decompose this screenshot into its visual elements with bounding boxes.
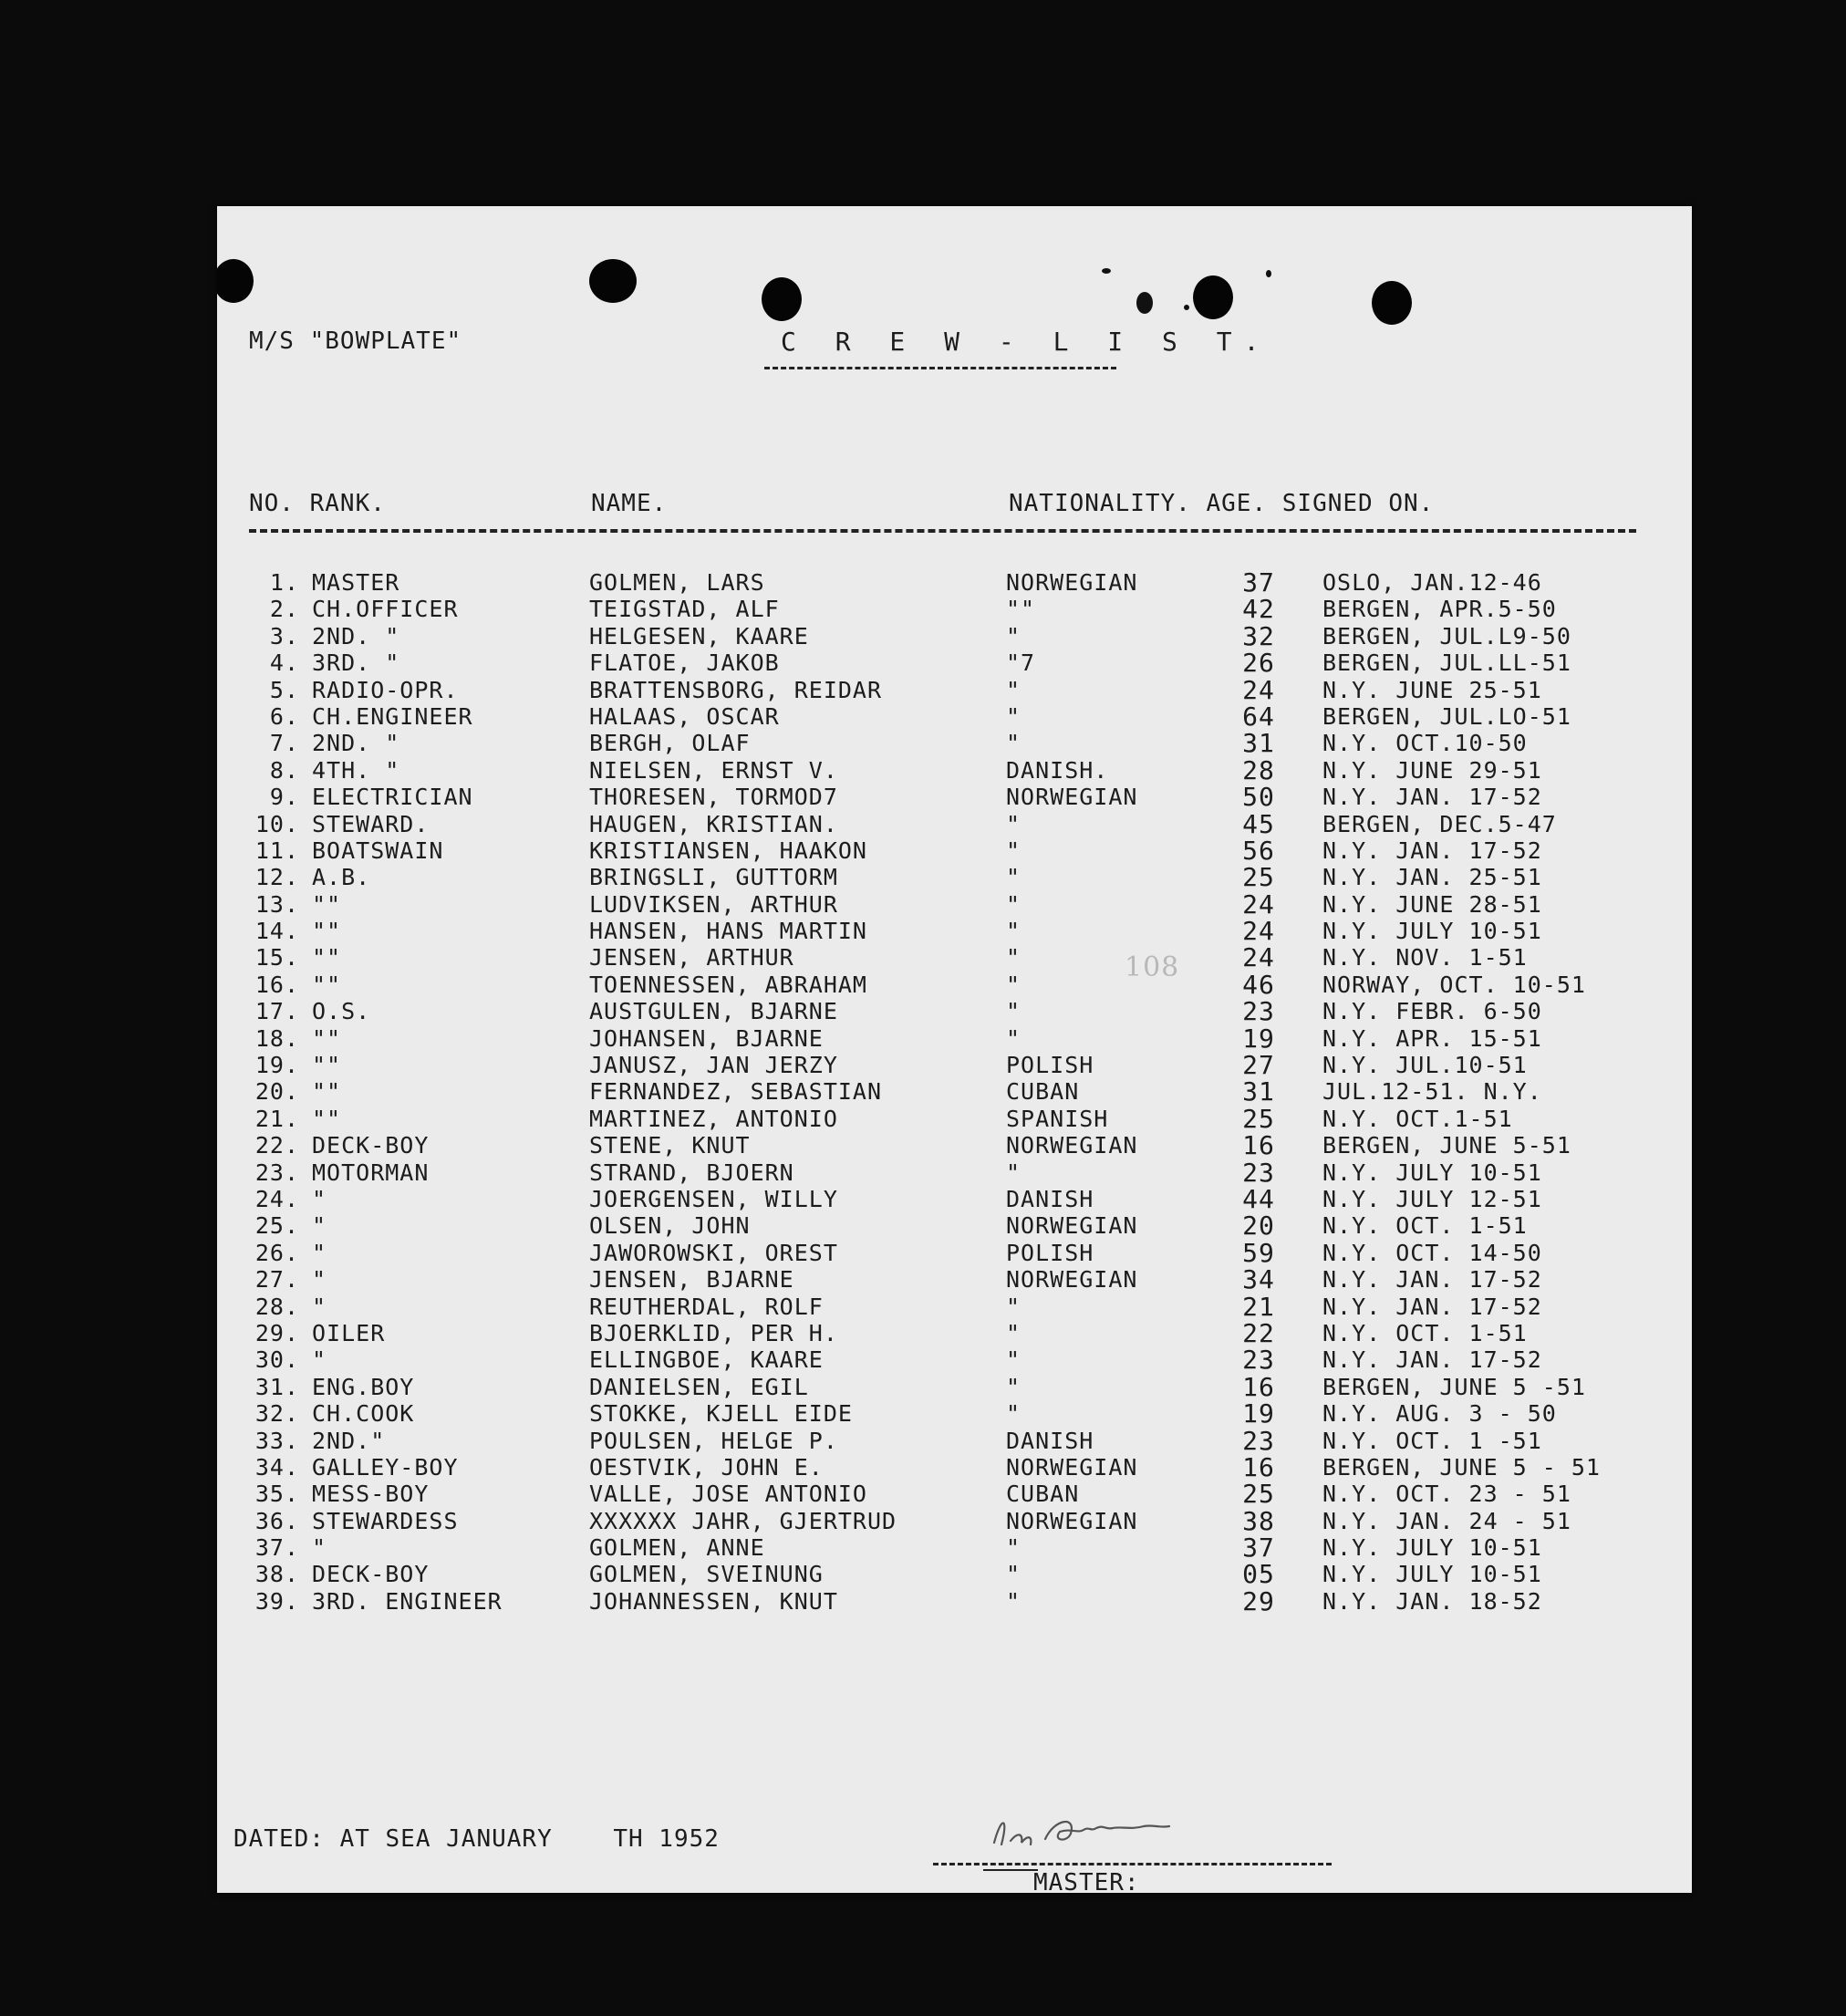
crew-name: HANSEN, HANS MARTIN [589, 918, 867, 945]
crew-signed-on: N.Y. JUNE 25-51 [1322, 676, 1542, 703]
crew-signed-on: N.Y. FEBR. 6-50 [1322, 998, 1542, 1025]
crew-age: 23 [1242, 1157, 1275, 1188]
crew-rank: ELECTRICIAN [312, 784, 473, 811]
crew-no: 4. [269, 649, 299, 677]
crew-nationality: " [1006, 1293, 1022, 1320]
crew-rank: "" [312, 1024, 342, 1052]
crew-nationality: " [1006, 890, 1022, 918]
crew-signed-on: N.Y. OCT.10-50 [1322, 730, 1528, 757]
table-row [217, 1425, 1692, 1456]
table-row [217, 754, 1692, 785]
crew-no: 32. [254, 1400, 299, 1428]
crew-signed-on: N.Y. OCT.1-51 [1322, 1105, 1513, 1132]
crew-age: 24 [1242, 674, 1275, 705]
crew-signed-on: N.Y. APR. 15-51 [1322, 1024, 1542, 1052]
crew-nationality: " [1006, 1561, 1022, 1588]
table-row [217, 1078, 1692, 1105]
crew-nationality: " [1006, 1319, 1022, 1346]
crew-list-document [217, 206, 1692, 1893]
crew-age: 64 [1242, 701, 1275, 732]
crew-age: 42 [1242, 594, 1275, 625]
crew-rank: DECK-BOY [312, 1561, 430, 1588]
table-row [217, 1183, 1692, 1214]
crew-no: 39. [254, 1587, 299, 1615]
punch-hole [1193, 275, 1233, 319]
crew-age: 45 [1242, 808, 1275, 839]
crew-signed-on: N.Y. OCT. 23 - 51 [1322, 1481, 1571, 1508]
crew-nationality: " [1006, 971, 1022, 998]
crew-rank: 2ND." [312, 1427, 386, 1454]
crew-name: GOLMEN, SVEINUNG [589, 1561, 824, 1588]
crew-no: 13. [254, 890, 299, 918]
crew-signed-on: BERGEN, JUNE 5 -51 [1322, 1373, 1586, 1400]
crew-signed-on: BERGEN, APR.5-50 [1322, 596, 1557, 623]
crew-no: 23. [254, 1159, 299, 1186]
crew-nationality: " [1006, 1400, 1022, 1428]
table-row [217, 862, 1692, 893]
crew-name: JOHANNESSEN, KNUT [589, 1587, 838, 1615]
table-row [217, 782, 1692, 813]
crew-age: 27 [1242, 1050, 1275, 1081]
crew-nationality: " [1006, 622, 1022, 649]
punch-hole [762, 277, 802, 321]
master-signature [974, 1806, 1248, 1861]
crew-nationality: NORWEGIAN [1006, 1132, 1138, 1159]
crew-signed-on: N.Y. JAN. 24 - 51 [1322, 1507, 1571, 1534]
crew-rank: 2ND. " [312, 622, 400, 649]
crew-no: 26. [254, 1239, 299, 1266]
crew-signed-on: BERGEN, DEC.5-47 [1322, 810, 1557, 837]
crew-name: STOKKE, KJELL EIDE [589, 1400, 853, 1428]
crew-name: XXXXXX JAHR, GJERTRUD [589, 1507, 897, 1534]
crew-rank: 2ND. " [312, 730, 400, 757]
crew-age: 37 [1242, 567, 1275, 598]
crew-name: LUDVIKSEN, ARTHUR [589, 890, 838, 918]
crew-signed-on: BERGEN, JUL.L9-50 [1322, 622, 1571, 649]
crew-name: THORESEN, TORMOD7 [589, 784, 838, 811]
crew-rank: "" [312, 944, 342, 972]
crew-signed-on: N.Y. JAN. 17-52 [1322, 1293, 1542, 1320]
crew-rank: "" [312, 971, 342, 998]
document-title: C R E W - L I S T. [781, 327, 1271, 357]
crew-age: 26 [1242, 648, 1275, 679]
crew-no: 30. [254, 1346, 299, 1374]
column-header-name: NAME. [591, 490, 668, 517]
crew-signed-on: N.Y. JULY 10-51 [1322, 918, 1542, 945]
table-row [217, 703, 1692, 730]
crew-no: 8. [269, 756, 299, 784]
crew-age: 23 [1242, 1425, 1275, 1456]
crew-no: 38. [254, 1561, 299, 1588]
crew-rank: " [312, 1185, 327, 1212]
table-row [217, 888, 1692, 920]
crew-nationality: " [1006, 810, 1022, 837]
table-row [217, 1559, 1692, 1590]
crew-age: 24 [1242, 888, 1275, 920]
crew-age: 24 [1242, 916, 1275, 947]
crew-nationality: " [1006, 998, 1022, 1025]
crew-name: BRINGSLI, GUTTORM [589, 864, 838, 891]
signature-line [933, 1863, 1332, 1865]
crew-nationality: NORWEGIAN [1006, 1212, 1138, 1240]
crew-nationality: " [1006, 1159, 1022, 1186]
crew-rank: A.B. [312, 864, 371, 891]
crew-name: FERNANDEZ, SEBASTIAN [589, 1078, 883, 1106]
crew-rank: " [312, 1534, 327, 1562]
punch-hole [217, 259, 254, 303]
crew-rank: O.S. [312, 998, 371, 1025]
ship-name: M/S "BOWPLATE" [249, 327, 462, 355]
crew-rank: ENG.BOY [312, 1373, 415, 1400]
crew-signed-on: N.Y. JAN. 17-52 [1322, 1346, 1542, 1374]
crew-name: JANUSZ, JAN JERZY [589, 1052, 838, 1079]
crew-age: 37 [1242, 1533, 1275, 1564]
table-row [217, 620, 1692, 651]
crew-name: JAWOROWSKI, OREST [589, 1239, 838, 1266]
crew-rank: STEWARD. [312, 810, 430, 837]
crew-name: GOLMEN, LARS [589, 569, 765, 596]
crew-name: BRATTENSBORG, REIDAR [589, 676, 883, 703]
table-row [217, 1533, 1692, 1564]
crew-signed-on: N.Y. JAN. 17-52 [1322, 837, 1542, 864]
crew-no: 18. [254, 1024, 299, 1052]
crew-no: 27. [254, 1266, 299, 1294]
crew-no: 28. [254, 1293, 299, 1320]
crew-rank: "" [312, 890, 342, 918]
crew-age: 25 [1242, 1479, 1275, 1510]
crew-rank: "" [312, 1052, 342, 1079]
crew-nationality: CUBAN [1006, 1481, 1080, 1508]
crew-nationality: " [1006, 702, 1022, 730]
crew-nationality: " [1006, 676, 1022, 703]
crew-no: 37. [254, 1534, 299, 1562]
crew-signed-on: N.Y. JAN. 17-52 [1322, 1266, 1542, 1294]
crew-name: KRISTIANSEN, HAAKON [589, 837, 867, 864]
crew-nationality: DANISH. [1006, 756, 1109, 784]
crew-nationality: " [1006, 1373, 1022, 1400]
crew-nationality: " [1006, 944, 1022, 972]
crew-no: 31. [254, 1373, 299, 1400]
crew-no: 25. [254, 1212, 299, 1240]
crew-nationality: NORWEGIAN [1006, 1507, 1138, 1534]
crew-age: 38 [1242, 1505, 1275, 1536]
crew-name: OLSEN, JOHN [589, 1212, 751, 1240]
crew-age: 05 [1242, 1559, 1275, 1590]
crew-age: 50 [1242, 782, 1275, 813]
crew-name: VALLE, JOSE ANTONIO [589, 1481, 867, 1508]
table-row [217, 969, 1692, 1000]
table-row [217, 996, 1692, 1027]
crew-age: 31 [1242, 1076, 1275, 1107]
ink-speck [1266, 270, 1271, 277]
crew-rank: " [312, 1266, 327, 1294]
crew-rank: BOATSWAIN [312, 837, 444, 864]
crew-name: JOHANSEN, BJARNE [589, 1024, 824, 1052]
crew-rank: DECK-BOY [312, 1132, 430, 1159]
crew-rank: " [312, 1346, 327, 1374]
crew-no: 33. [254, 1427, 299, 1454]
crew-rank: CH.COOK [312, 1400, 415, 1428]
column-header-nationality-age-signed: NATIONALITY. AGE. SIGNED ON. [1009, 490, 1435, 517]
crew-name: POULSEN, HELGE P. [589, 1427, 838, 1454]
table-row [217, 1585, 1692, 1616]
crew-signed-on: N.Y. JULY 12-51 [1322, 1185, 1542, 1212]
table-row [217, 944, 1692, 971]
crew-name: STENE, KNUT [589, 1132, 751, 1159]
crew-nationality: " [1006, 1534, 1022, 1562]
crew-rank: "" [312, 1078, 342, 1106]
crew-age: 16 [1242, 1130, 1275, 1161]
crew-no: 14. [254, 918, 299, 945]
crew-name: MARTINEZ, ANTONIO [589, 1105, 838, 1132]
crew-nationality: " [1006, 837, 1022, 864]
table-row [217, 1050, 1692, 1081]
crew-age: 16 [1242, 1451, 1275, 1482]
crew-signed-on: N.Y. JUNE 29-51 [1322, 756, 1542, 784]
crew-nationality: " [1006, 918, 1022, 945]
crew-age: 28 [1242, 754, 1275, 785]
punch-hole [1372, 281, 1412, 325]
crew-age: 19 [1242, 1398, 1275, 1429]
crew-age: 23 [1242, 996, 1275, 1027]
crew-signed-on: NORWAY, OCT. 10-51 [1322, 971, 1586, 998]
crew-rank: OILER [312, 1319, 386, 1346]
table-row [217, 594, 1692, 625]
crew-rank: 3RD. ENGINEER [312, 1587, 503, 1615]
crew-no: 19. [254, 1052, 299, 1079]
crew-signed-on: N.Y. JULY 10-51 [1322, 1534, 1542, 1562]
crew-no: 24. [254, 1185, 299, 1212]
crew-rank: RADIO-OPR. [312, 676, 459, 703]
ink-speck [1136, 292, 1153, 314]
crew-no: 34. [254, 1453, 299, 1481]
crew-nationality: NORWEGIAN [1006, 1266, 1138, 1294]
table-row [217, 1479, 1692, 1510]
crew-age: 34 [1242, 1264, 1275, 1295]
table-row [217, 1103, 1692, 1134]
crew-name: BERGH, OLAF [589, 730, 751, 757]
crew-nationality: POLISH [1006, 1239, 1094, 1266]
crew-signed-on: N.Y. JAN. 17-52 [1322, 784, 1542, 811]
table-row [217, 1159, 1692, 1186]
crew-age: 16 [1242, 1371, 1275, 1402]
table-row [217, 1505, 1692, 1536]
crew-name: JENSEN, BJARNE [589, 1266, 794, 1294]
dated-line: DATED: AT SEA JANUARY TH 1952 [233, 1825, 720, 1853]
crew-age: 44 [1242, 1183, 1275, 1214]
crew-rank: MESS-BOY [312, 1481, 430, 1508]
table-row [217, 916, 1692, 947]
crew-no: 35. [254, 1481, 299, 1508]
table-row [217, 674, 1692, 705]
crew-age: 22 [1242, 1317, 1275, 1348]
crew-age: 29 [1242, 1585, 1275, 1616]
crew-no: 5. [269, 676, 299, 703]
crew-signed-on: BERGEN, JUL.LO-51 [1322, 702, 1571, 730]
crew-name: TEIGSTAD, ALF [589, 596, 780, 623]
crew-nationality: " [1006, 1024, 1022, 1052]
crew-age: 23 [1242, 1345, 1275, 1376]
crew-age: 32 [1242, 620, 1275, 651]
crew-name: FLATOE, JAKOB [589, 649, 780, 677]
crew-age: 59 [1242, 1237, 1275, 1268]
crew-no: 22. [254, 1132, 299, 1159]
crew-name: ELLINGBOE, KAARE [589, 1346, 824, 1374]
crew-rank: MASTER [312, 569, 400, 596]
crew-no: 10. [254, 810, 299, 837]
crew-signed-on: N.Y. JULY 10-51 [1322, 1159, 1542, 1186]
crew-table [217, 569, 1692, 1615]
crew-nationality: POLISH [1006, 1052, 1094, 1079]
table-row [217, 1371, 1692, 1402]
crew-no: 1. [269, 569, 299, 596]
table-row [217, 1132, 1692, 1159]
crew-age: 56 [1242, 835, 1275, 866]
crew-no: 15. [254, 944, 299, 972]
crew-age: 20 [1242, 1211, 1275, 1242]
crew-nationality: " [1006, 1587, 1022, 1615]
column-header-no-rank: NO. RANK. [249, 490, 386, 517]
title-underline [764, 367, 1116, 369]
crew-signed-on: BERGEN, JUNE 5-51 [1322, 1132, 1571, 1159]
crew-name: HALAAS, OSCAR [589, 702, 780, 730]
crew-name: DANIELSEN, EGIL [589, 1373, 809, 1400]
crew-signed-on: N.Y. JUNE 28-51 [1322, 890, 1542, 918]
table-row [217, 1400, 1692, 1427]
table-row [217, 1237, 1692, 1268]
crew-name: STRAND, BJOERN [589, 1159, 794, 1186]
crew-signed-on: OSLO, JAN.12-46 [1322, 569, 1542, 596]
crew-name: GOLMEN, ANNE [589, 1534, 765, 1562]
crew-no: 17. [254, 998, 299, 1025]
crew-name: HELGESEN, KAARE [589, 622, 809, 649]
crew-name: BJOERKLID, PER H. [589, 1319, 838, 1346]
crew-age: 31 [1242, 728, 1275, 759]
crew-signed-on: N.Y. NOV. 1-51 [1322, 944, 1528, 972]
crew-no: 20. [254, 1078, 299, 1106]
crew-name: OESTVIK, JOHN E. [589, 1453, 824, 1481]
crew-rank: MOTORMAN [312, 1159, 430, 1186]
ink-speck [1102, 268, 1111, 274]
table-row [217, 1025, 1692, 1052]
table-row [217, 1291, 1692, 1322]
crew-rank: 4TH. " [312, 756, 400, 784]
crew-signed-on: JUL.12-51. N.Y. [1322, 1078, 1542, 1106]
crew-age: 24 [1242, 942, 1275, 973]
table-row [217, 1211, 1692, 1242]
faint-stamp-number: 108 [1125, 951, 1180, 983]
crew-no: 9. [269, 784, 299, 811]
crew-no: 11. [254, 837, 299, 864]
crew-nationality: CUBAN [1006, 1078, 1080, 1106]
crew-no: 6. [269, 702, 299, 730]
crew-name: TOENNESSEN, ABRAHAM [589, 971, 867, 998]
table-row [217, 1317, 1692, 1348]
crew-no: 12. [254, 864, 299, 891]
crew-nationality: DANISH [1006, 1427, 1094, 1454]
crew-signed-on: N.Y. OCT. 1-51 [1322, 1212, 1528, 1240]
header-rule [249, 529, 1636, 533]
crew-rank: 3RD. " [312, 649, 400, 677]
crew-nationality: SPANISH [1006, 1105, 1109, 1132]
master-label: MASTER: [1033, 1869, 1140, 1893]
table-row [217, 1345, 1692, 1376]
crew-no: 2. [269, 596, 299, 623]
crew-rank: "" [312, 918, 342, 945]
crew-signed-on: N.Y. OCT. 1-51 [1322, 1319, 1528, 1346]
crew-signed-on: BERGEN, JUNE 5 - 51 [1322, 1453, 1601, 1481]
crew-signed-on: N.Y. JUL.10-51 [1322, 1052, 1528, 1079]
crew-age: 46 [1242, 969, 1275, 1000]
crew-age: 19 [1242, 1023, 1275, 1054]
crew-signed-on: N.Y. JULY 10-51 [1322, 1561, 1542, 1588]
crew-name: REUTHERDAL, ROLF [589, 1293, 824, 1320]
crew-name: HAUGEN, KRISTIAN. [589, 810, 838, 837]
crew-nationality: " [1006, 864, 1022, 891]
crew-nationality: NORWEGIAN [1006, 784, 1138, 811]
crew-rank: GALLEY-BOY [312, 1453, 459, 1481]
table-row [217, 1451, 1692, 1482]
crew-no: 7. [269, 730, 299, 757]
crew-no: 3. [269, 622, 299, 649]
crew-rank: "" [312, 1105, 342, 1132]
crew-nationality: DANISH [1006, 1185, 1094, 1212]
crew-age: 25 [1242, 1103, 1275, 1134]
crew-signed-on: N.Y. JAN. 18-52 [1322, 1587, 1542, 1615]
crew-nationality: "" [1006, 596, 1036, 623]
crew-rank: CH.OFFICER [312, 596, 459, 623]
crew-no: 16. [254, 971, 299, 998]
crew-signed-on: N.Y. OCT. 14-50 [1322, 1239, 1542, 1266]
crew-rank: " [312, 1239, 327, 1266]
crew-name: AUSTGULEN, BJARNE [589, 998, 838, 1025]
crew-signed-on: N.Y. AUG. 3 - 50 [1322, 1400, 1557, 1428]
crew-rank: " [312, 1293, 327, 1320]
crew-rank: " [312, 1212, 327, 1240]
table-row [217, 648, 1692, 679]
crew-no: 21. [254, 1105, 299, 1132]
crew-rank: CH.ENGINEER [312, 702, 473, 730]
table-row [217, 728, 1692, 759]
crew-nationality: " [1006, 730, 1022, 757]
table-row [217, 569, 1692, 596]
punch-hole [589, 259, 637, 303]
crew-nationality: " [1006, 1346, 1022, 1374]
table-row [217, 1266, 1692, 1293]
crew-no: 29. [254, 1319, 299, 1346]
crew-name: JENSEN, ARTHUR [589, 944, 794, 972]
crew-age: 21 [1242, 1291, 1275, 1322]
crew-signed-on: N.Y. OCT. 1 -51 [1322, 1427, 1542, 1454]
table-row [217, 808, 1692, 839]
master-strike-line [983, 1869, 1038, 1871]
table-row [217, 837, 1692, 864]
crew-signed-on: BERGEN, JUL.LL-51 [1322, 649, 1571, 677]
crew-rank: STEWARDESS [312, 1507, 459, 1534]
crew-name: JOERGENSEN, WILLY [589, 1185, 838, 1212]
crew-age: 25 [1242, 862, 1275, 893]
crew-nationality: "7 [1006, 649, 1036, 677]
crew-nationality: NORWEGIAN [1006, 569, 1138, 596]
crew-signed-on: N.Y. JAN. 25-51 [1322, 864, 1542, 891]
crew-name: NIELSEN, ERNST V. [589, 756, 838, 784]
crew-nationality: NORWEGIAN [1006, 1453, 1138, 1481]
ink-speck [1184, 305, 1189, 310]
crew-no: 36. [254, 1507, 299, 1534]
